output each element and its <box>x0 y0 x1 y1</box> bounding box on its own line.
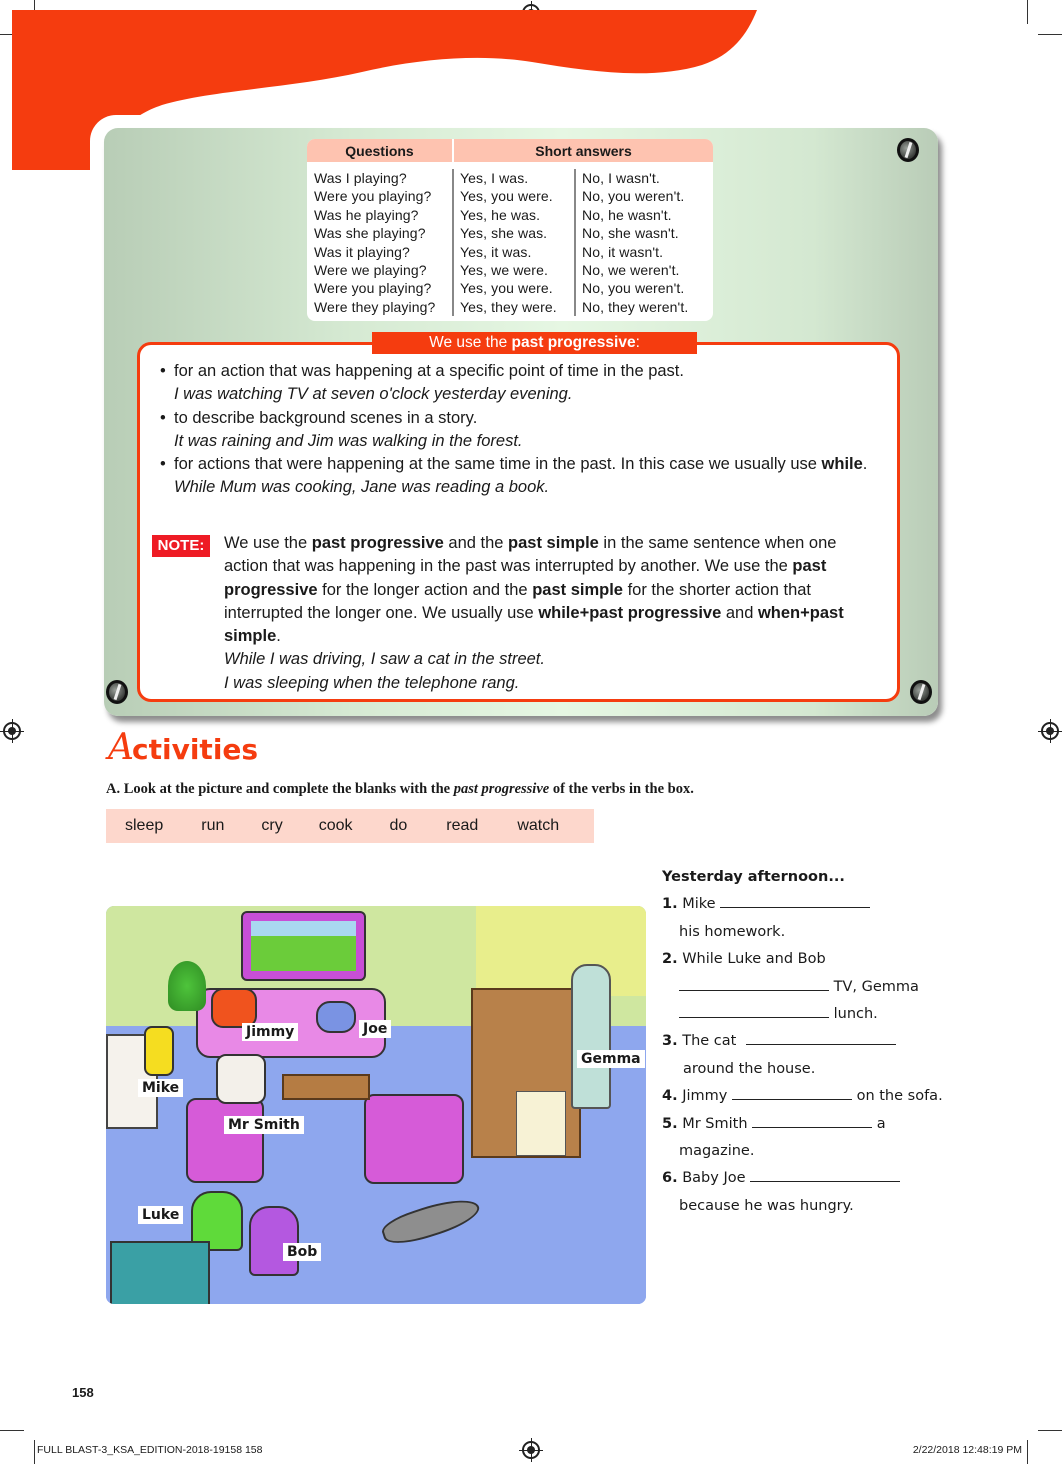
registration-mark-icon <box>522 1441 540 1459</box>
answer-blank[interactable] <box>752 1112 872 1128</box>
table-cell: No, they weren't. <box>582 298 689 315</box>
answer-blank[interactable] <box>679 975 829 991</box>
bolt-icon <box>910 680 932 704</box>
plant <box>168 961 206 1011</box>
verb-item: run <box>201 817 225 834</box>
questions-column <box>307 169 454 316</box>
kitchen-wall <box>476 906 646 996</box>
usage-example: While Mum was cooking, Jane was reading a book. <box>174 478 550 497</box>
picture-label: Gemma <box>577 1050 645 1068</box>
table-cell: Yes, she was. <box>460 225 548 242</box>
exercise-item: 2. While Luke and Bob <box>662 951 826 968</box>
character-mr-smith <box>216 1054 266 1104</box>
usage-rule: • for an action that was happening at a specific point of time in the past. <box>160 362 684 380</box>
answer-blank[interactable] <box>746 1029 896 1045</box>
table-cell: Were you playing? <box>314 188 432 205</box>
character-bob <box>249 1206 299 1276</box>
character-gemma <box>571 964 611 1109</box>
coffee-table <box>282 1074 370 1100</box>
table-cell: Yes, I was. <box>460 170 529 186</box>
table-cell: No, we weren't. <box>582 262 680 279</box>
note-example: While I was driving, I saw a cat in the street. <box>224 650 545 669</box>
answer-blank[interactable] <box>720 892 870 908</box>
picture-label: Mike <box>138 1079 183 1097</box>
picture-label: Joe <box>359 1020 391 1038</box>
exercise-item: 6. Baby Joe <box>662 1165 962 1192</box>
exercise-item: 5. Mr Smith a <box>662 1111 962 1138</box>
table-cell: Yes, you were. <box>460 188 553 205</box>
short-answers-header: Short answers <box>535 142 632 159</box>
exercise-item: 4. Jimmy on the sofa. <box>662 1083 962 1110</box>
table-cell: Yes, we were. <box>460 262 548 279</box>
answer-blank[interactable] <box>750 1166 900 1182</box>
table-cell: Was he playing? <box>314 206 419 223</box>
registration-mark-icon <box>1041 722 1059 740</box>
table-cell: Yes, you were. <box>460 280 553 297</box>
living-room-illustration <box>106 906 646 1304</box>
table-cell: Yes, they were. <box>460 298 557 315</box>
kitchen-cupboard <box>516 1091 566 1156</box>
table-cell: No, you weren't. <box>582 280 685 297</box>
table-cell: Were you playing? <box>314 280 432 297</box>
usage-rule: • to describe background scenes in a story. <box>160 408 478 427</box>
crop-mark <box>0 1430 24 1431</box>
usage-example: It was raining and Jim was walking in the forest. <box>174 431 523 450</box>
registration-mark-icon <box>3 722 21 740</box>
armchair <box>186 1098 264 1183</box>
wall-tv-icon <box>241 911 366 981</box>
verb-item: read <box>446 817 479 834</box>
table-cell: No, I wasn't. <box>582 170 660 186</box>
note-text: We use the past progressive and the past simple in the same sentence when one action that was happening in the past was interrupted by another. We use the past progressive for the longer action and the past simple for the shorter action that interrupted the longer one. We usually use while+past progressive and when+past simple. While I was driving, I saw a cat in the street. I was sleeping when the telephone rang. <box>224 534 844 692</box>
verb-box <box>106 809 594 843</box>
table-cell: Was she playing? <box>314 225 426 242</box>
table-cell: Were we playing? <box>314 262 427 279</box>
table-header <box>307 139 713 162</box>
bolt-icon <box>897 138 919 162</box>
exercise-instruction: A. Look at the picture and complete the blanks with the past progressive of the verbs in the box. <box>106 781 694 797</box>
answer-blank[interactable] <box>679 1002 829 1018</box>
table-cell: No, she wasn't. <box>582 225 679 242</box>
usage-example: I was watching TV at seven o'clock yesterday evening. <box>174 385 573 404</box>
table-cell: Was I playing? <box>314 170 407 186</box>
note-badge: NOTE: <box>152 535 210 557</box>
picture-label: Bob <box>283 1243 321 1261</box>
verb-item: cook <box>318 817 353 834</box>
page-number: 158 <box>72 1385 94 1400</box>
picture-label: Jimmy <box>242 1023 298 1041</box>
yes-answers-column <box>454 169 576 316</box>
table-cell: No, you weren't. <box>582 188 685 205</box>
table-cell: Were they playing? <box>314 298 436 315</box>
exercise-heading: Yesterday afternoon... <box>662 869 845 885</box>
character-jimmy <box>211 988 257 1028</box>
no-answers-column <box>576 169 713 316</box>
usage-rules-list <box>158 360 888 500</box>
questions-answers-table <box>307 139 713 321</box>
print-slug-right: 2/22/2018 12:48:19 PM <box>912 1444 1022 1456</box>
crop-mark <box>1027 0 1028 24</box>
picture-label: Luke <box>138 1206 183 1224</box>
usage-rule: • for actions that were happening at the same time in the past. In this case we usually use while. <box>160 455 868 474</box>
exercise-item: 3. The cat <box>662 1028 962 1055</box>
verb-item: watch <box>517 817 560 834</box>
table-cell: No, he wasn't. <box>582 206 672 223</box>
crop-mark <box>1038 34 1062 35</box>
exercise-item: 1. Mike <box>662 891 962 918</box>
armchair <box>364 1094 464 1184</box>
note-example: I was sleeping when the telephone rang. <box>224 673 520 692</box>
crop-mark <box>1027 1440 1028 1464</box>
print-slug-left: FULL BLAST-3_KSA_EDITION-2018-19158 158 <box>37 1444 263 1456</box>
character-mike <box>144 1026 174 1076</box>
bolt-icon <box>106 680 128 704</box>
crop-mark <box>34 1440 35 1464</box>
table-cell: Was it playing? <box>314 243 410 260</box>
table-cell: Yes, he was. <box>460 206 541 223</box>
verb-item: cry <box>261 817 283 834</box>
activities-heading: Activities <box>108 727 259 768</box>
character-joe <box>316 1001 356 1033</box>
crop-mark <box>1038 1430 1062 1431</box>
usage-rules-title: We use the past progressive: <box>372 332 697 354</box>
table-cell: Yes, it was. <box>460 243 532 260</box>
answer-blank[interactable] <box>732 1084 852 1100</box>
fill-in-exercise: Yesterday afternoon... 1. Mike his homework. 2. While Luke and Bob TV, Gemma lunch. 3. The cat around the house. 4. Jimmy on the sofa. 5. Mr Smith a magazine. 6. Baby Joe because he was hungry. <box>662 864 962 1220</box>
table-cell: No, it wasn't. <box>582 243 664 260</box>
questions-header: Questions <box>307 139 454 162</box>
verb-item: sleep <box>125 817 164 834</box>
picture-label: Mr Smith <box>224 1116 304 1134</box>
tv-set <box>110 1241 210 1304</box>
verb-item: do <box>389 817 408 834</box>
